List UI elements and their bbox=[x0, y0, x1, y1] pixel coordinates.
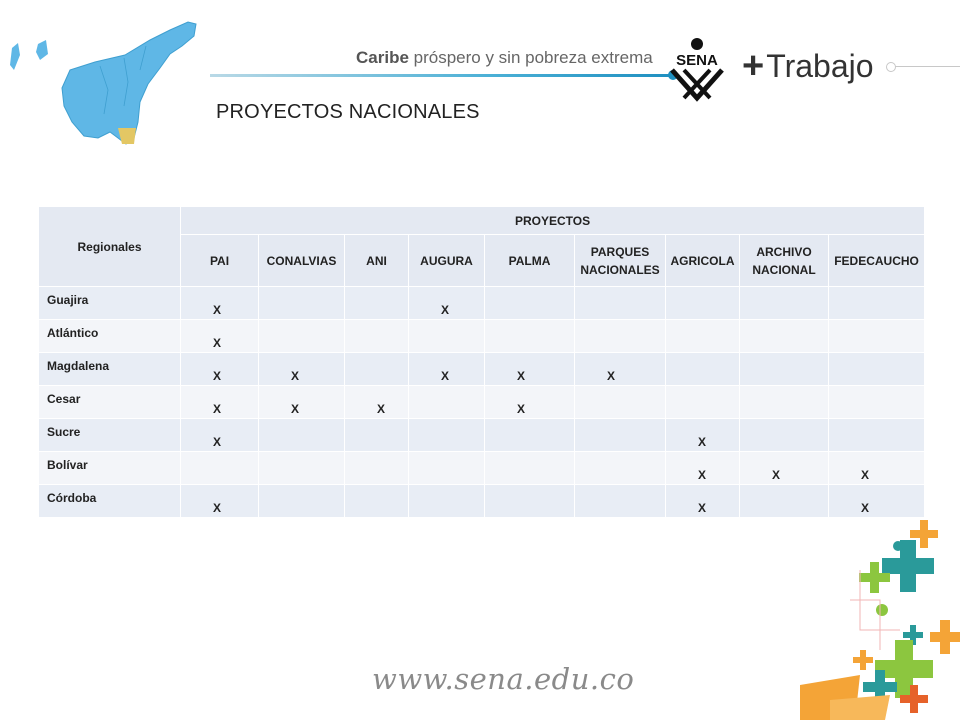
regional-name: Sucre bbox=[39, 419, 181, 452]
project-cell bbox=[409, 353, 485, 386]
project-cell bbox=[666, 353, 740, 386]
project-cell bbox=[345, 353, 409, 386]
project-cell bbox=[259, 386, 345, 419]
project-cell bbox=[666, 452, 740, 485]
project-mark: X bbox=[517, 369, 526, 383]
project-cell bbox=[259, 287, 345, 320]
project-cell bbox=[181, 485, 259, 518]
project-cell bbox=[181, 287, 259, 320]
project-cell bbox=[409, 386, 485, 419]
column-header: AUGURA bbox=[409, 235, 485, 287]
regional-name: Cesar bbox=[39, 386, 181, 419]
project-cell bbox=[345, 452, 409, 485]
table-row bbox=[39, 353, 925, 386]
project-cell bbox=[666, 320, 740, 353]
project-cell bbox=[345, 386, 409, 419]
project-cell bbox=[829, 452, 925, 485]
project-cell bbox=[485, 419, 575, 452]
column-header: ANI bbox=[345, 235, 409, 287]
project-mark: X bbox=[291, 402, 300, 416]
slogan-bold: Caribe bbox=[356, 48, 409, 67]
project-cell bbox=[575, 452, 666, 485]
project-cell bbox=[409, 485, 485, 518]
project-cell bbox=[181, 386, 259, 419]
project-cell bbox=[409, 452, 485, 485]
proyectos-header: PROYECTOS bbox=[181, 207, 925, 235]
sena-logo-text: SENA bbox=[676, 52, 718, 69]
project-cell bbox=[829, 386, 925, 419]
project-cell bbox=[345, 320, 409, 353]
project-cell bbox=[666, 419, 740, 452]
column-header: AGRICOLA bbox=[666, 235, 740, 287]
project-cell bbox=[409, 419, 485, 452]
project-cell bbox=[409, 320, 485, 353]
project-mark: X bbox=[607, 369, 616, 383]
project-mark: X bbox=[861, 468, 870, 482]
project-cell bbox=[259, 452, 345, 485]
project-cell bbox=[181, 419, 259, 452]
project-cell bbox=[666, 287, 740, 320]
project-cell bbox=[409, 287, 485, 320]
project-cell bbox=[259, 485, 345, 518]
project-mark: X bbox=[441, 303, 450, 317]
column-header: PALMA bbox=[485, 235, 575, 287]
project-cell bbox=[575, 353, 666, 386]
regional-name: Guajira bbox=[39, 287, 181, 320]
project-cell bbox=[740, 320, 829, 353]
plus-icon: + bbox=[742, 45, 765, 87]
sena-logo-icon bbox=[664, 36, 730, 102]
projects-table bbox=[38, 206, 925, 518]
project-mark: X bbox=[291, 369, 300, 383]
table-row bbox=[39, 287, 925, 320]
slogan-rest: próspero y sin pobreza extrema bbox=[408, 48, 653, 67]
project-cell bbox=[740, 353, 829, 386]
header-ring bbox=[886, 62, 896, 72]
project-cell bbox=[829, 419, 925, 452]
project-cell bbox=[345, 287, 409, 320]
project-cell bbox=[575, 320, 666, 353]
project-cell bbox=[740, 386, 829, 419]
project-mark: X bbox=[441, 369, 450, 383]
project-mark: X bbox=[861, 501, 870, 515]
regional-name: Magdalena bbox=[39, 353, 181, 386]
table-row bbox=[39, 419, 925, 452]
caribbean-map-icon bbox=[0, 10, 210, 150]
table-row bbox=[39, 320, 925, 353]
table-row bbox=[39, 485, 925, 518]
column-header: FEDECAUCHO bbox=[829, 235, 925, 287]
project-cell bbox=[740, 287, 829, 320]
project-cell bbox=[485, 287, 575, 320]
project-cell bbox=[485, 320, 575, 353]
regional-name: Córdoba bbox=[39, 485, 181, 518]
project-mark: X bbox=[213, 501, 222, 515]
project-mark: X bbox=[517, 402, 526, 416]
project-cell bbox=[485, 353, 575, 386]
project-cell bbox=[666, 386, 740, 419]
website-url[interactable]: www.sena.edu.co bbox=[372, 662, 635, 696]
project-cell bbox=[259, 419, 345, 452]
project-cell bbox=[485, 386, 575, 419]
project-mark: X bbox=[772, 468, 781, 482]
slogan bbox=[356, 48, 653, 68]
project-cell bbox=[829, 353, 925, 386]
project-cell bbox=[345, 419, 409, 452]
project-cell bbox=[575, 419, 666, 452]
project-mark: X bbox=[213, 336, 222, 350]
table-row bbox=[39, 452, 925, 485]
project-cell bbox=[485, 452, 575, 485]
project-mark: X bbox=[213, 402, 222, 416]
project-mark: X bbox=[698, 435, 707, 449]
regionales-header: Regionales bbox=[39, 207, 181, 287]
page-title: PROYECTOS NACIONALES bbox=[216, 101, 480, 123]
table-row bbox=[39, 386, 925, 419]
header-divider bbox=[210, 74, 675, 77]
project-cell bbox=[666, 485, 740, 518]
trabajo-logo bbox=[742, 46, 874, 86]
project-cell bbox=[259, 320, 345, 353]
project-mark: X bbox=[698, 468, 707, 482]
project-cell bbox=[181, 320, 259, 353]
project-mark: X bbox=[213, 303, 222, 317]
project-cell bbox=[829, 287, 925, 320]
project-cell bbox=[485, 485, 575, 518]
column-header: CONALVIAS bbox=[259, 235, 345, 287]
regional-name: Bolívar bbox=[39, 452, 181, 485]
decorative-crosses-icon bbox=[800, 510, 960, 720]
project-mark: X bbox=[213, 369, 222, 383]
project-cell bbox=[740, 419, 829, 452]
column-header: ARCHIVO NACIONAL bbox=[740, 235, 829, 287]
header-divider-right bbox=[895, 66, 960, 67]
project-cell bbox=[740, 452, 829, 485]
regional-name: Atlántico bbox=[39, 320, 181, 353]
project-cell bbox=[181, 353, 259, 386]
column-header: PAI bbox=[181, 235, 259, 287]
project-cell bbox=[829, 320, 925, 353]
project-mark: X bbox=[213, 435, 222, 449]
trabajo-text: Trabajo bbox=[766, 47, 874, 84]
project-cell bbox=[575, 386, 666, 419]
project-cell bbox=[345, 485, 409, 518]
project-mark: X bbox=[698, 501, 707, 515]
project-cell bbox=[575, 485, 666, 518]
project-cell bbox=[259, 353, 345, 386]
project-cell bbox=[181, 452, 259, 485]
project-mark: X bbox=[377, 402, 386, 416]
column-header: PARQUES NACIONALES bbox=[575, 235, 666, 287]
project-cell bbox=[575, 287, 666, 320]
